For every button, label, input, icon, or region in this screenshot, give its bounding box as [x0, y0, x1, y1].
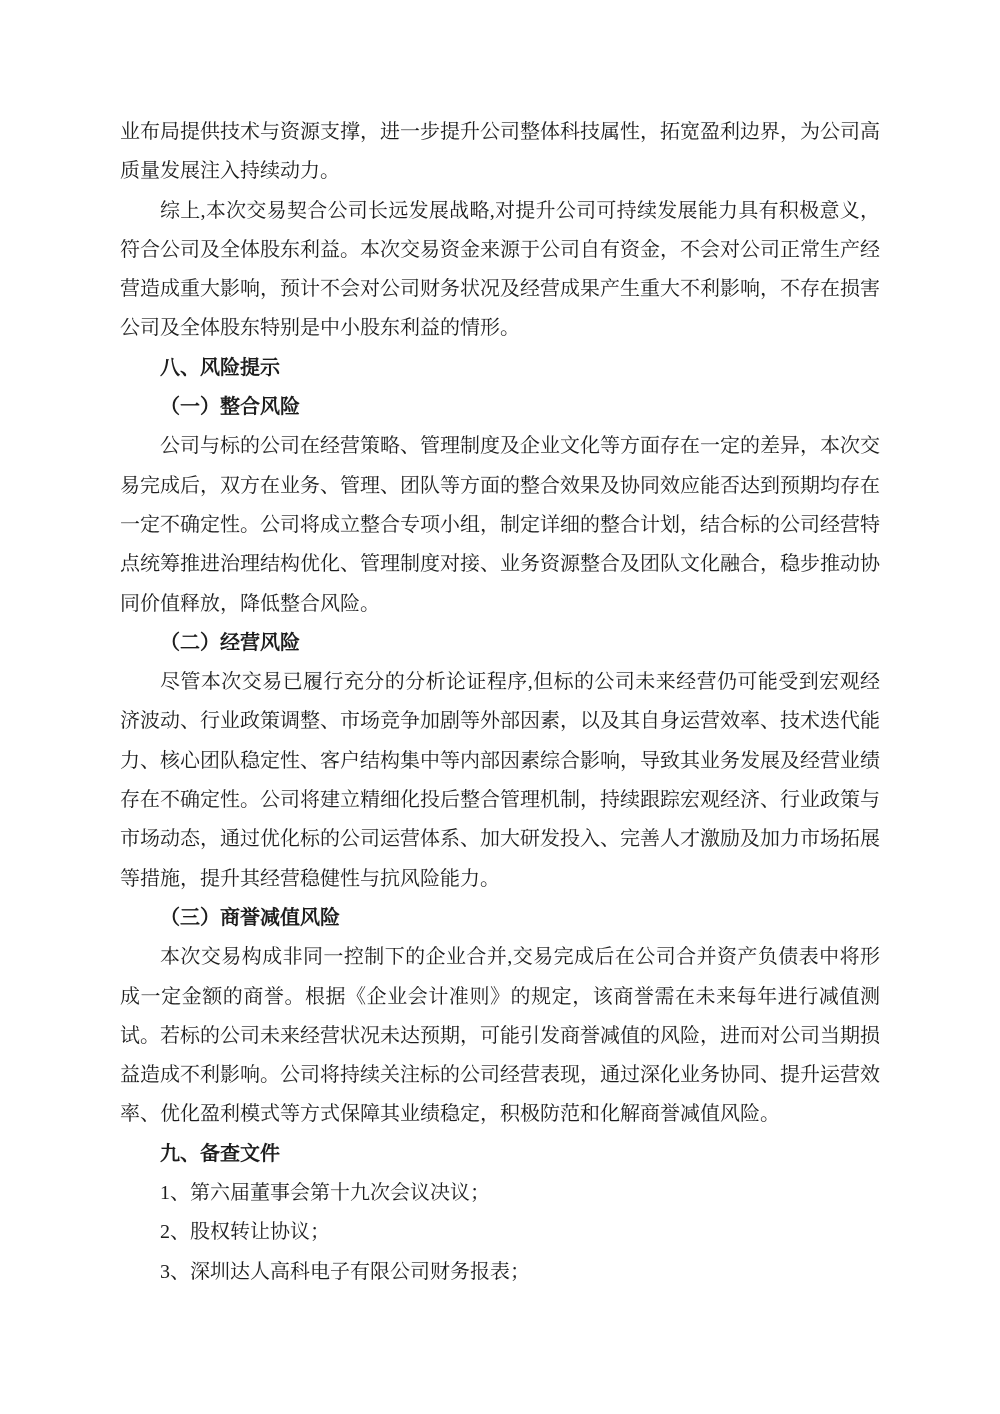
paragraph-goodwill-impairment-risk: 本次交易构成非同一控制下的企业合并,交易完成后在公司合并资产负债表中将形成一定金额的商誉。根据《企业会计准则》的规定，该商誉需在未来每年进行减值测试。若标的公司未来经营状况未达预期，可能引发商誉减值的风险，进而对公司当期损益造成不利影响。公司将持续关注标的公司经营表现，通过深化业务协同、提升运营效率、优化盈利模式等方式保障其业绩稳定，积极防范和化解商誉减值风险。 [120, 946, 880, 1126]
heading-risk-notice: 八、风险提示 [160, 356, 280, 379]
paragraph-tech-support-continuation: 业布局提供技术与资源支撑，进一步提升公司整体科技属性，拓宽盈利边界，为公司高质量发展注入持续动力。 [120, 121, 880, 183]
list-item-board-resolution: 1、第六届董事会第十九次会议决议； [160, 1182, 490, 1205]
subheading-goodwill-impairment-risk: （三）商誉减值风险 [160, 906, 340, 929]
list-item-equity-transfer-agreement: 2、股权转让协议； [160, 1221, 330, 1244]
paragraph-integration-risk: 公司与标的公司在经营策略、管理制度及企业文化等方面存在一定的差异，本次交易完成后，双方在业务、管理、团队等方面的整合效果及协同效应能否达到预期均存在一定不确定性。公司将成立整合专项小组，制定详细的整合计划，结合标的公司经营特点统筹推进治理结构优化、管理制度对接、业务资源整合及团队文化融合，稳步推动协同价值释放，降低整合风险。 [120, 435, 880, 615]
subheading-operating-risk: （二）经营风险 [160, 631, 300, 654]
paragraph-operating-risk: 尽管本次交易已履行充分的分析论证程序,但标的公司未来经营仍可能受到宏观经济波动、行业政策调整、市场竞争加剧等外部因素，以及其自身运营效率、技术迭代能力、核心团队稳定性、客户结构集中等内部因素综合影响，导致其业务发展及经营业绩存在不确定性。公司将建立精细化投后整合管理机制，持续跟踪宏观经济、行业政策与市场动态，通过优化标的公司运营体系、加大研发投入、完善人才激励及加力市场拓展等措施，提升其经营稳健性与抗风险能力。 [120, 671, 880, 890]
paragraph-transaction-summary: 综上,本次交易契合公司长远发展战略,对提升公司可持续发展能力具有积极意义，符合公司及全体股东利益。本次交易资金来源于公司自有资金，不会对公司正常生产经营造成重大影响，预计不会对公司财务状况及经营成果产生重大不利影响，不存在损害公司及全体股东特别是中小股东利益的情形。 [120, 199, 880, 340]
heading-documents-for-inspection: 九、备查文件 [160, 1142, 280, 1165]
subheading-integration-risk: （一）整合风险 [160, 396, 300, 419]
list-item-financial-statements: 3、深圳达人高科电子有限公司财务报表； [160, 1260, 530, 1283]
